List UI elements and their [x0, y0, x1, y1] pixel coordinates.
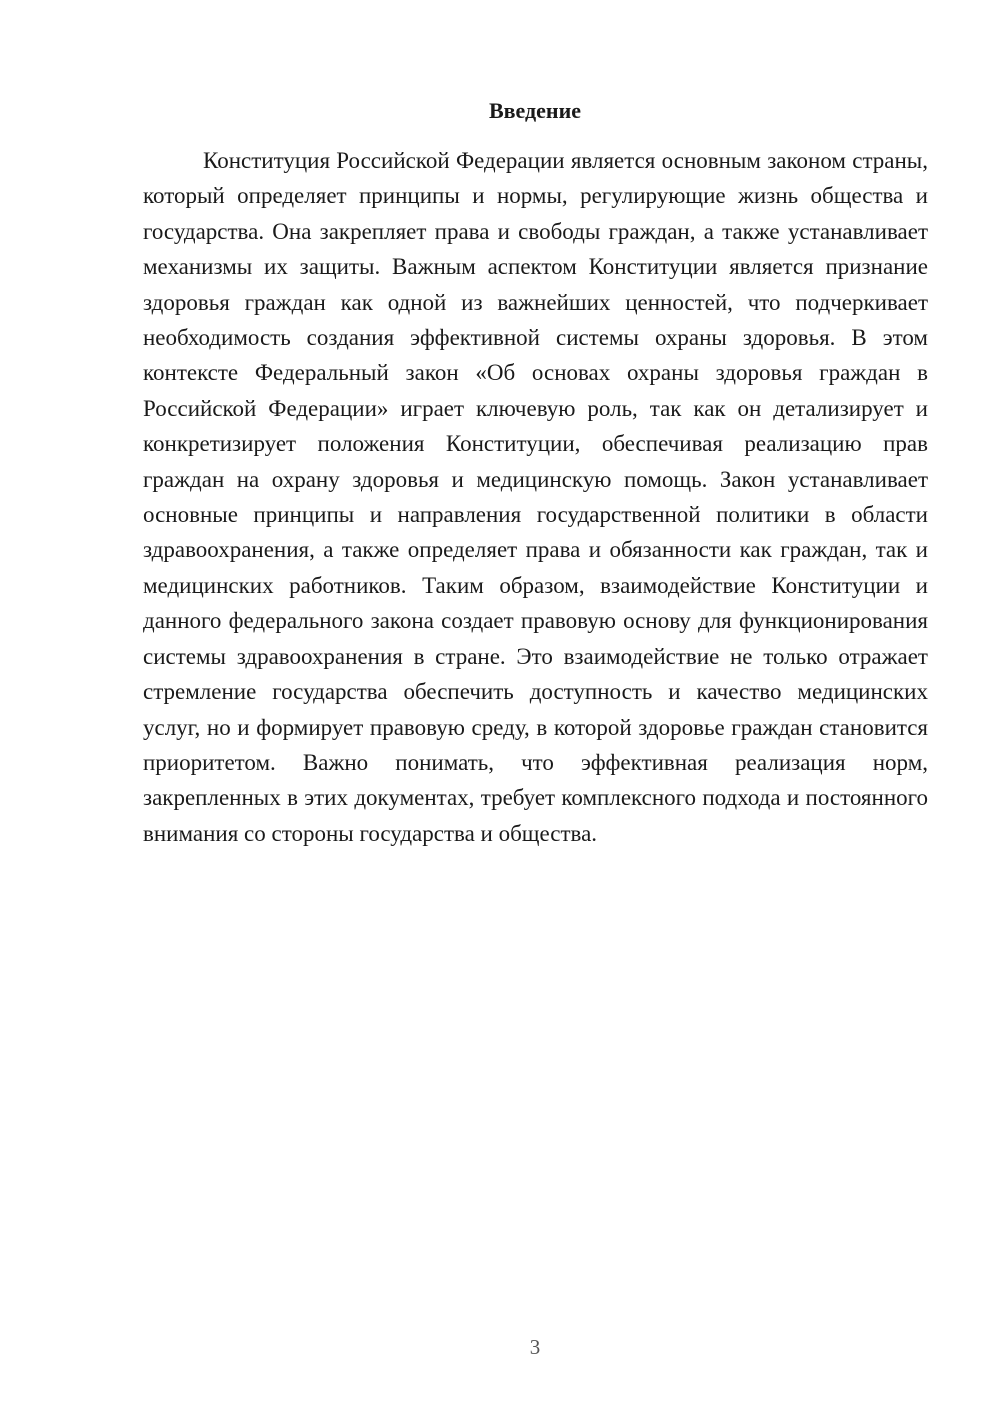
page-number: 3: [529, 1335, 541, 1359]
intro-paragraph: Конституция Российской Федерации является основным законом страны, который определяет принципы и нормы, регулирующие жизнь общества и государства. Она закрепляет права и свободы граждан, а также устанавливает механизмы их защиты. Важным аспектом Конституции является признание здоровья граждан как одной из важнейших ценностей, что подчеркивает необходимость создания эффективной системы охраны здоровья. В этом контексте Федеральный закон «Об основах охраны здоровья граждан в Российской Федерации» играет ключевую роль, так как он детализирует и конкретизирует положения Конституции, обеспечивая реализацию прав граждан на охрану здоровья и медицинскую помощь. Закон устанавливает основные принципы и направления государственной политики в области здравоохранения, а также определяет права и обязанности как граждан, так и медицинских работников. Таким образом, взаимодействие Конституции и данного федерального закона создает правовую основу для функционирования системы здравоохранения в стране. Это взаимодействие не только отражает стремление государства обеспечить доступность и качество медицинских услуг, но и формирует правовую среду, в которой здоровье граждан становится приоритетом. Важно понимать, что эффективная реализация норм, закрепленных в этих документах, требует комплексного подхода и постоянного внимания со стороны государства и общества.: [143, 148, 928, 846]
section-title: Введение: [488, 98, 582, 123]
body-text: [143, 143, 928, 851]
